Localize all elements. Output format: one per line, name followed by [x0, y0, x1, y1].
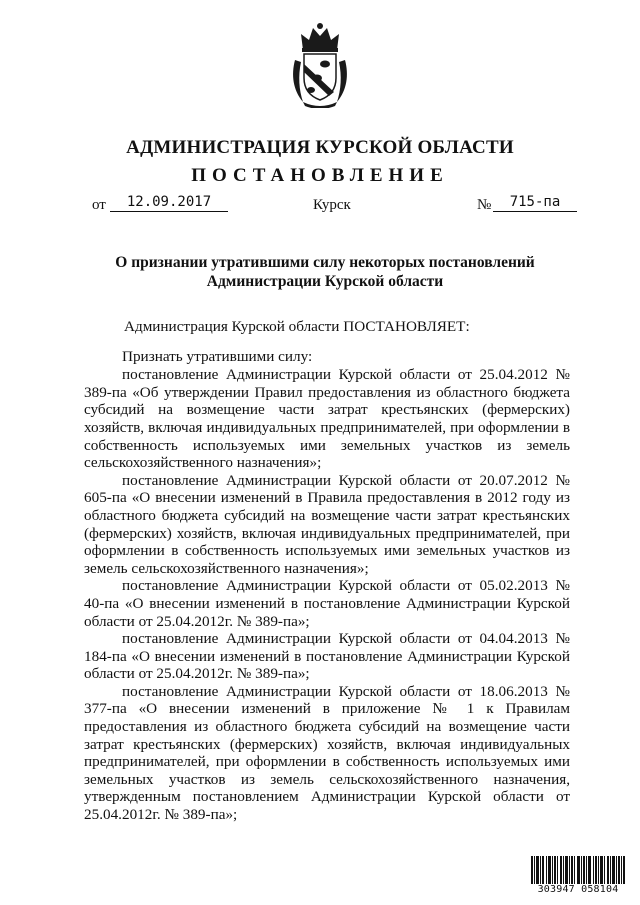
title-line-1: О признании утратившими силу некоторых постановлений	[115, 254, 535, 271]
body-paragraph: постановление Администрации Курской области от 18.06.2013 № 377-па «О внесении изменений в приложение № 1 к Правилам предоставления из областного бюджета субсидий на возмещение части затрат крестьянских (фермерских) хозяйств, включая индивидуальных предпринимателей, при оформлении в собственность используемых ими земельных участков из земель сельскохозяйственного назначения, утвержденным постановлением Администрации Курской области от 25.04.2012г. № 389-па»;	[84, 682, 570, 824]
document-type: ПОСТАНОВЛЕНИЕ	[191, 165, 449, 186]
date-value: 12.09.2017	[110, 193, 228, 212]
body-paragraph: постановление Администрации Курской области от 04.04.2013 № 184-па «О внесении изменений в постановление Администрации Курской области от 25.04.2012г. № 389-па»;	[84, 630, 570, 683]
body-paragraph: постановление Администрации Курской области от 25.04.2012 № 389-па «Об утверждении Правил предоставления из областного бюджета субсидий на возмещение части затрат крестьянских (фермерских) хозяйств, включая индивидуальных предпринимателей, при оформлении в собственность используемых ими земельных участков из земель сельскохозяйственного назначения»;	[84, 366, 570, 472]
date-label: от	[92, 197, 106, 213]
title-line-2: Администрации Курской области	[206, 273, 444, 290]
coat-of-arms-icon	[289, 20, 351, 108]
organization-name: АДМИНИСТРАЦИЯ КУРСКОЙ ОБЛАСТИ	[126, 137, 514, 158]
number-label: №	[477, 197, 492, 213]
barcode-number: 303947 058104	[537, 884, 619, 895]
document-meta	[0, 193, 640, 217]
body-paragraph: постановление Администрации Курской области от 20.07.2012 № 605-па «О внесении изменений в Правила предоставления в 2012 году из областного бюджета субсидий на возмещение части затрат крестьянских (фермерских) хозяйств, включая индивидуальных предпринимателей, при оформлении в собственность используемых ими земельных участков из земель сельскохозяйственного назначения»;	[84, 471, 570, 577]
body-paragraph: Признать утратившими силу:	[122, 347, 313, 365]
document-body	[84, 318, 570, 824]
intro-paragraph: Администрация Курской области ПОСТАНОВЛЯЕТ:	[124, 318, 470, 335]
city-name: Курск	[313, 197, 351, 213]
document-title	[60, 253, 590, 291]
number-value: 715-па	[493, 193, 577, 212]
body-paragraph: постановление Администрации Курской области от 05.02.2013 № 40-па «О внесении изменений в постановление Администрации Курской области от 25.04.2012г. № 389-па»;	[84, 577, 570, 630]
barcode-bars	[531, 856, 625, 884]
barcode	[531, 856, 625, 896]
